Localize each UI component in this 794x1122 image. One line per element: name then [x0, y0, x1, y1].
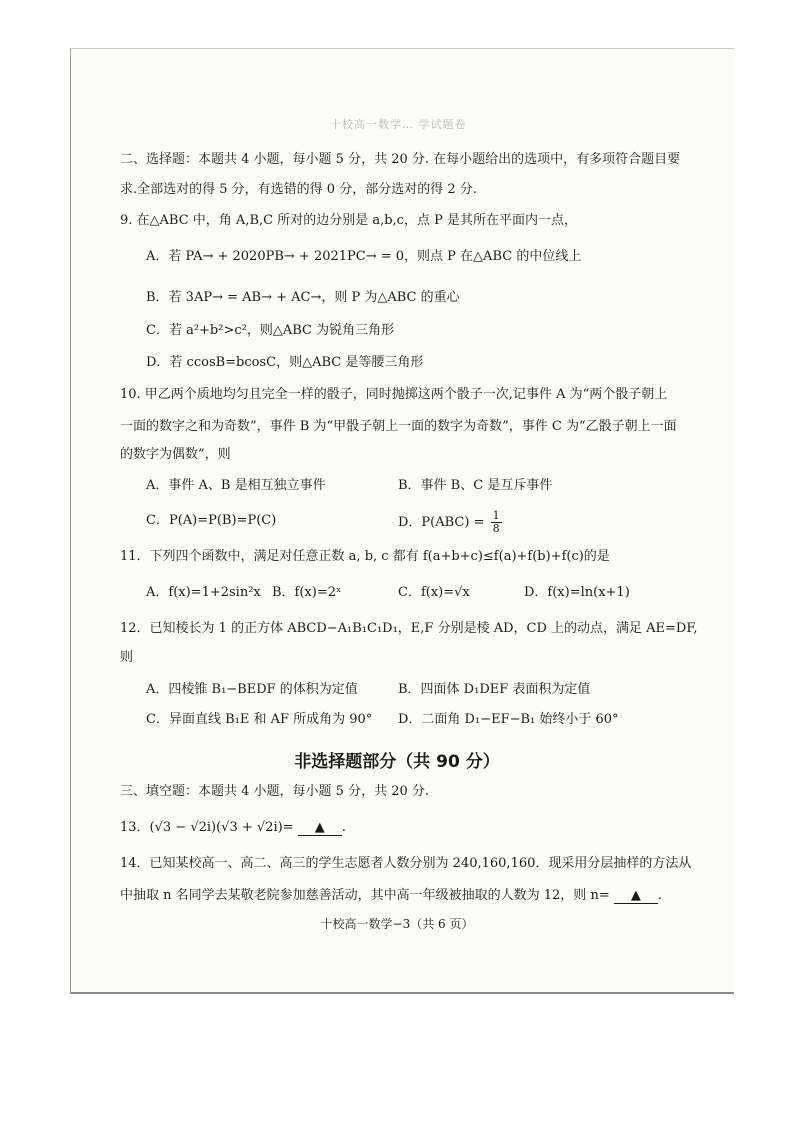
q9-option-a: A．若 PA→ + 2020PB→ + 2021PC→ = 0，则点 P 在△ABC 的中位线上 [146, 249, 582, 264]
q14-line-2 [120, 888, 662, 904]
q12-stem-1: 12．已知棱长为 1 的正方体 ABCD−A₁B₁C₁D₁，E,F 分别是棱 AD，CD 上的动点，满足 AE=DF, [120, 621, 698, 636]
fraction [491, 510, 502, 535]
faded-header: 十校高一数学… 学试题卷 [330, 118, 467, 131]
q13-end: . [341, 820, 346, 835]
q9-option-b: B．若 3AP→ = AB→ + AC→，则 P 为△ABC 的重心 [146, 290, 460, 305]
q10-stem-1: 10. 甲乙两个质地均匀且完全一样的骰子，同时抛掷这两个骰子一次,记事件 A 为“两个骰子朝上 [120, 387, 668, 402]
q11-option-c: C．f(x)=√x [398, 585, 470, 600]
part2-title: 非选择题部分（共 90 分） [294, 752, 500, 772]
q14-end: . [657, 888, 662, 903]
section2-instructions-2: 求.全部选对的得 5 分，有选错的得 0 分，部分选对的得 2 分. [120, 182, 477, 197]
q10-stem-3: 的数字为偶数”，则 [120, 447, 231, 462]
q13-answer-blank: ▲ [298, 821, 342, 836]
q11-option-d: D．f(x)=ln(x+1) [524, 585, 630, 600]
q11-stem: 11．下列四个函数中，满足对任意正数 a, b, c 都有 f(a+b+c)≤f(a)+f(b)+f(c)的是 [120, 549, 610, 564]
section2-instructions-1: 二、选择题：本题共 4 小题，每小题 5 分，共 20 分. 在每小题给出的选项中，有多项符合题目要 [120, 152, 681, 167]
q10-option-d-prefix: D．P(ABC) = [398, 515, 485, 530]
q12-option-d: D．二面角 D₁−EF−B₁ 始终小于 60° [398, 712, 619, 727]
q13-text: 13．(√3 − √2i)(√3 + √2i)= [120, 820, 294, 835]
q14-line-1: 14．已知某校高一、高二、高三的学生志愿者人数分别为 240,160,160．现采用分层抽样的方法从 [120, 856, 692, 871]
fraction-denominator: 8 [492, 522, 500, 535]
q11-option-b: B．f(x)=2ˣ [272, 585, 342, 600]
q14-answer-blank: ▲ [614, 889, 658, 904]
fraction-numerator: 1 [492, 509, 500, 522]
q9-stem: 9. 在△ABC 中，角 A,B,C 所对的边分别是 a,b,c，点 P 是其所在平面内一点， [120, 213, 577, 228]
q10-option-d [398, 510, 502, 535]
section3-instructions: 三、填空题：本题共 4 小题，每小题 5 分，共 20 分. [120, 784, 430, 799]
q9-option-c: C．若 a²+b²>c²，则△ABC 为锐角三角形 [146, 323, 395, 338]
q12-option-a: A．四棱锥 B₁−BEDF 的体积为定值 [146, 682, 358, 697]
q11-option-a: A．f(x)=1+2sin²x [146, 585, 261, 600]
q10-stem-2: 一面的数字之和为奇数”，事件 B 为“甲骰子朝上一面的数字为奇数”，事件 C 为“乙骰子朝上一面 [120, 419, 677, 434]
q13 [120, 820, 346, 836]
q12-option-c: C．异面直线 B₁E 和 AF 所成角为 90° [146, 712, 373, 727]
q12-stem-2: 则 [120, 650, 134, 665]
q12-option-b: B．四面体 D₁DEF 表面积为定值 [398, 682, 591, 697]
page-footer: 十校高一数学−3（共 6 页） [320, 917, 474, 931]
q10-option-a: A．事件 A、B 是相互独立事件 [146, 478, 326, 493]
q10-option-b: B．事件 B、C 是互斥事件 [398, 478, 553, 493]
q9-option-d: D．若 ccosB=bcosC，则△ABC 是等腰三角形 [146, 355, 424, 370]
q10-option-c: C．P(A)=P(B)=P(C) [146, 513, 277, 528]
q14-text: 中抽取 n 名同学去某敬老院参加慈善活动，其中高一年级被抽取的人数为 12，则 n= [120, 888, 610, 903]
